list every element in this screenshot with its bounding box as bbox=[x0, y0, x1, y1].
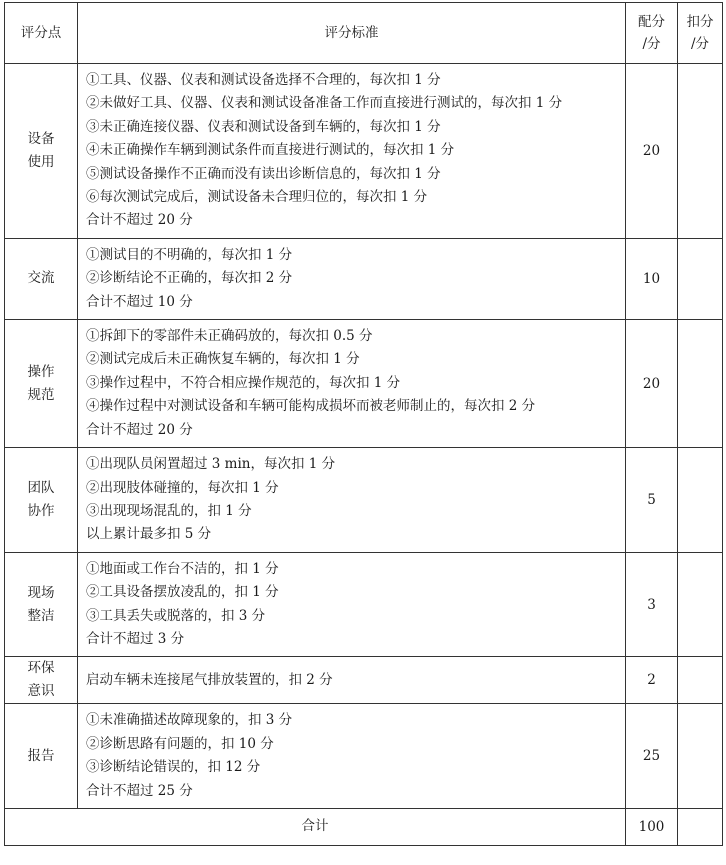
criteria-line: ②诊断思路有问题的，扣 10 分 bbox=[86, 735, 274, 752]
criteria-line: ②诊断结论不正确的，每次扣 2 分 bbox=[86, 270, 293, 287]
criteria-line: ⑤测试设备操作不正确而没有读出诊断信息的，每次扣 1 分 bbox=[86, 165, 441, 182]
scoring-point-cell bbox=[5, 657, 78, 704]
scoring-point-cell bbox=[5, 704, 78, 809]
criteria-line: ④操作过程中对测试设备和车辆可能构成损坏而被老师制止的，每次扣 2 分 bbox=[86, 398, 536, 415]
scoring-point-cell bbox=[5, 64, 78, 239]
header-deduct-line1: 扣分 bbox=[686, 14, 714, 30]
deduct-cell bbox=[678, 320, 723, 448]
header-deduct bbox=[678, 3, 723, 64]
scoring-point-text: 现场 bbox=[27, 584, 55, 601]
criteria-line: ①拆卸下的零部件未正确码放的，每次扣 0.5 分 bbox=[86, 328, 373, 345]
criteria-line: 以上累计最多扣 5 分 bbox=[86, 526, 212, 543]
criteria-line: ③工具丢失或脱落的，扣 3 分 bbox=[86, 607, 266, 624]
scoring-point-text: 团队 bbox=[27, 479, 55, 496]
criteria-line: ①测试目的不明确的，每次扣 1 分 bbox=[86, 246, 293, 263]
criteria-cell bbox=[78, 64, 626, 239]
table-row bbox=[5, 552, 723, 657]
total-score: 100 bbox=[626, 808, 678, 845]
scoring-point-cell bbox=[5, 448, 78, 553]
table-body bbox=[5, 64, 723, 809]
criteria-line: ②未做好工具、仪器、仪表和测试设备准备工作而直接进行测试的，每次扣 1 分 bbox=[86, 95, 563, 112]
table-row bbox=[5, 448, 723, 553]
criteria-line: ①工具、仪器、仪表和测试设备选择不合理的，每次扣 1 分 bbox=[86, 72, 441, 88]
header-criteria: 评分标准 bbox=[78, 3, 626, 64]
score-cell: 2 bbox=[626, 657, 678, 704]
criteria-line: 合计不超过 20 分 bbox=[86, 212, 193, 229]
criteria-line: ②出现肢体碰撞的，每次扣 1 分 bbox=[86, 479, 279, 496]
scoring-point-cell bbox=[5, 552, 78, 657]
criteria-cell bbox=[78, 448, 626, 553]
criteria-line: ①未准确描述故障现象的，扣 3 分 bbox=[86, 712, 293, 729]
scoring-point-text: 设备 bbox=[27, 130, 55, 147]
score-cell: 5 bbox=[626, 448, 678, 553]
total-row bbox=[5, 808, 723, 845]
criteria-line: ①出现队员闲置超过 3 min，每次扣 1 分 bbox=[86, 456, 336, 473]
criteria-cell bbox=[78, 320, 626, 448]
scoring-point-text: 整洁 bbox=[27, 607, 55, 624]
deduct-cell bbox=[678, 657, 723, 704]
criteria-line: ③出现现场混乱的，扣 1 分 bbox=[86, 502, 252, 519]
header-point: 评分点 bbox=[5, 3, 78, 64]
criteria-line: ②工具设备摆放凌乱的，扣 1 分 bbox=[86, 584, 279, 601]
criteria-line: ①地面或工作台不洁的，扣 1 分 bbox=[86, 560, 279, 577]
score-cell: 25 bbox=[626, 704, 678, 809]
header-score bbox=[626, 3, 678, 64]
deduct-cell bbox=[678, 704, 723, 809]
deduct-cell bbox=[678, 64, 723, 239]
scoring-point-text: 环保 bbox=[27, 660, 55, 677]
criteria-line: 启动车辆未连接尾气排放装置的，扣 2 分 bbox=[86, 671, 333, 688]
header-row bbox=[5, 3, 723, 64]
score-cell: 20 bbox=[626, 64, 678, 239]
scoring-point-cell bbox=[5, 320, 78, 448]
criteria-line: ③操作过程中，不符合相应操作规范的，每次扣 1 分 bbox=[86, 374, 401, 391]
criteria-line: ③未正确连接仪器、仪表和测试设备到车辆的，每次扣 1 分 bbox=[86, 118, 441, 135]
score-cell: 3 bbox=[626, 552, 678, 657]
score-cell: 10 bbox=[626, 238, 678, 319]
scoring-point-text: 规范 bbox=[27, 386, 55, 403]
scoring-point-text: 操作 bbox=[27, 363, 55, 380]
scoring-point-text: 协作 bbox=[27, 502, 55, 519]
criteria-line: 合计不超过 10 分 bbox=[86, 293, 193, 310]
criteria-line: 合计不超过 20 分 bbox=[86, 421, 193, 438]
total-label: 合计 bbox=[5, 808, 626, 845]
table-row bbox=[5, 320, 723, 448]
deduct-cell bbox=[678, 238, 723, 319]
scoring-point-text: 意识 bbox=[27, 683, 55, 700]
criteria-cell bbox=[78, 704, 626, 809]
table-row bbox=[5, 64, 723, 239]
criteria-line: ⑥每次测试完成后，测试设备未合理归位的，每次扣 1 分 bbox=[86, 189, 428, 206]
criteria-line: ④未正确操作车辆到测试条件而直接进行测试的，每次扣 1 分 bbox=[86, 142, 455, 159]
scoring-point-text: 报告 bbox=[27, 747, 55, 764]
criteria-cell bbox=[78, 552, 626, 657]
header-score-line1: 配分 bbox=[638, 14, 665, 30]
criteria-cell bbox=[78, 657, 626, 704]
table-row bbox=[5, 704, 723, 809]
criteria-line: 合计不超过 3 分 bbox=[86, 630, 185, 647]
deduct-cell bbox=[678, 448, 723, 553]
deduct-cell bbox=[678, 552, 723, 657]
table-row bbox=[5, 238, 723, 319]
header-deduct-line2: /分 bbox=[690, 36, 710, 52]
total-deduct-cell bbox=[678, 808, 723, 845]
scoring-point-text: 使用 bbox=[27, 153, 55, 170]
criteria-line: 合计不超过 25 分 bbox=[86, 782, 193, 799]
criteria-cell bbox=[78, 238, 626, 319]
scoring-point-cell bbox=[5, 238, 78, 319]
scoring-table bbox=[4, 2, 723, 846]
criteria-line: ②测试完成后未正确恢复车辆的，每次扣 1 分 bbox=[86, 351, 360, 368]
scoring-point-text: 交流 bbox=[27, 270, 55, 287]
header-score-line2: /分 bbox=[642, 36, 661, 52]
criteria-line: ③诊断结论错误的，扣 12 分 bbox=[86, 759, 261, 776]
score-cell: 20 bbox=[626, 320, 678, 448]
table-row bbox=[5, 657, 723, 704]
